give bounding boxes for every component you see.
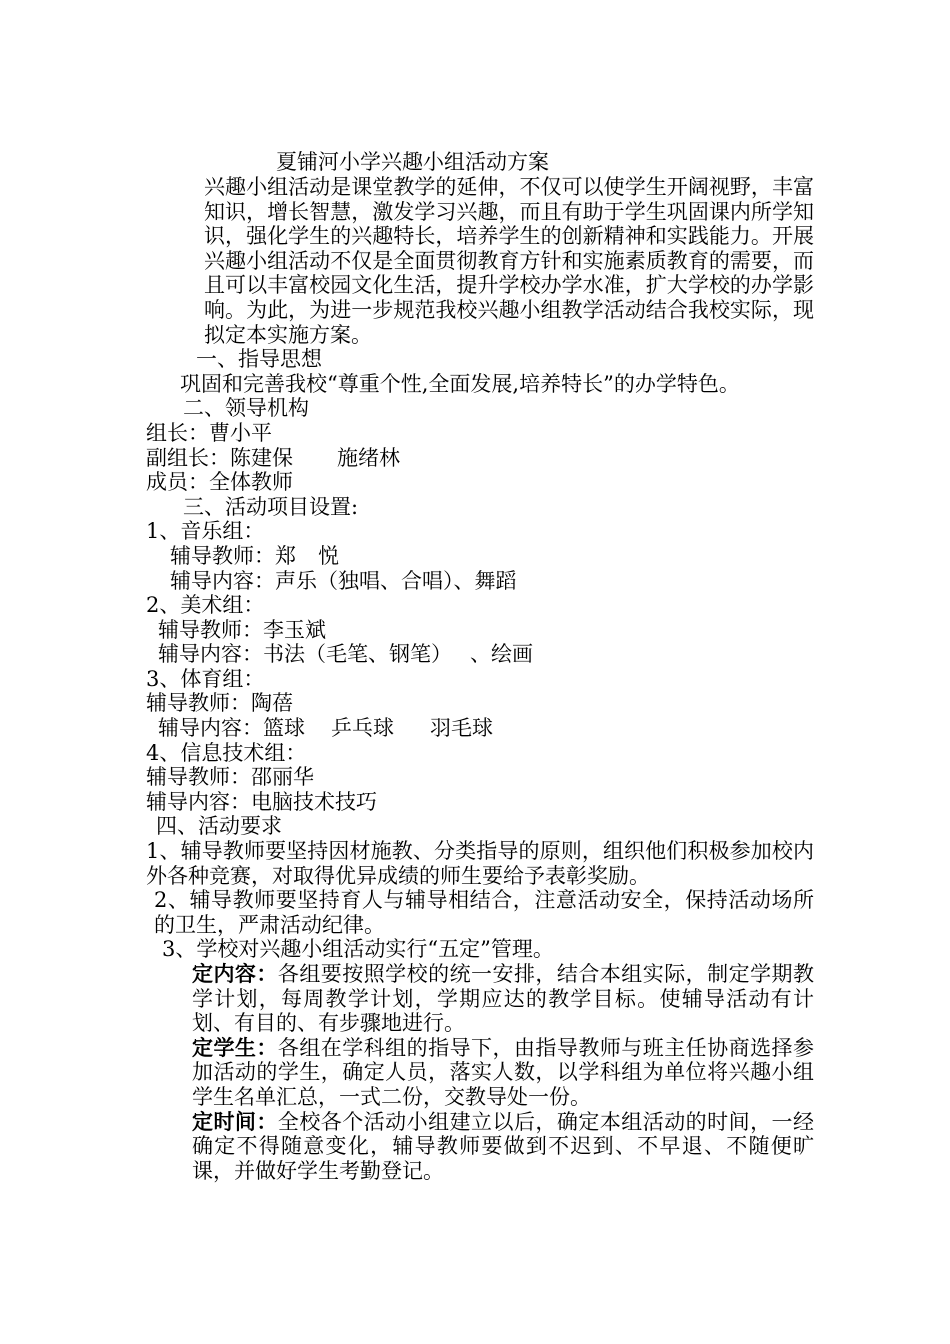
requirement-2: 2、辅导教师要坚持育人与辅导相结合，注意活动安全，保持活动场所的卫生，严肃活动纪律。 xyxy=(154,888,814,937)
intro-paragraph: 兴趣小组活动是课堂教学的延伸，不仅可以使学生开阔视野，丰富知识，增长智慧，激发学习兴趣，而且有助于学生巩固课内所学知识，强化学生的兴趣特长，培养学生的创新精神和实践能力。开展兴趣小组活动不仅是全面贯彻教育方针和实施素质教育的需要，而且可以丰富校园文化生活，提升学校办学水准，扩大学校的办学影响。为此，为进一步规范我校兴趣小组教学活动结合我校实际，现拟定本实施方案。 xyxy=(204,175,814,347)
members-line: 成员：全体教师 xyxy=(146,470,293,495)
group-4-name: 4、信息技术组： xyxy=(146,740,307,765)
group-2-teacher: 辅导教师：李玉斌 xyxy=(158,617,326,642)
group-3-content xyxy=(146,716,814,741)
group-3-content-text-2: 乒乓球 xyxy=(331,716,394,741)
requirement-3: 3、学校对兴趣小组活动实行“五定”管理。 xyxy=(162,937,554,962)
group-3-teacher: 辅导教师：陶蓓 xyxy=(146,691,293,716)
group-3-content-text: 辅导内容：篮球 xyxy=(158,716,305,741)
leader-line: 组长：曹小平 xyxy=(146,420,272,445)
rule-content-text: 各组要按照学校的统一安排，结合本组实际，制定学期教学计划，每周教学计划，学期应达的教学目标。使辅导活动有计划、有目的、有步骤地进行。 xyxy=(192,962,814,1036)
group-2-content xyxy=(146,642,814,667)
group-2-content-text: 辅导内容：书法（毛笔、钢笔） xyxy=(158,642,452,667)
document-title: 夏铺河小学兴趣小组活动方案 xyxy=(276,150,549,174)
rule-time-text: 全校各个活动小组建立以后，确定本组活动的时间，一经确定不得随意变化，辅导教师要做到不迟到、不早退、不随便旷课，并做好学生考勤登记。 xyxy=(192,1109,814,1183)
rule-students-label: 定学生： xyxy=(192,1034,278,1060)
requirement-1: 1、辅导教师要坚持因材施教、分类指导的原则，组织他们积极参加校内外各种竞赛，对取得优异成绩的师生要给予表彰奖励。 xyxy=(146,839,814,888)
section-1-heading: 一、指导思想 xyxy=(196,347,322,372)
group-3-name: 3、体育组： xyxy=(146,666,265,691)
section-2-heading: 二、领导机构 xyxy=(183,396,309,421)
group-2-name: 2、美术组： xyxy=(146,593,265,618)
rule-students xyxy=(146,1036,814,1110)
group-2-content-text-2: 、绘画 xyxy=(470,642,533,667)
group-1-teacher xyxy=(146,544,814,569)
rule-content xyxy=(146,962,814,1036)
group-3-content-text-3: 羽毛球 xyxy=(430,716,493,741)
group-4-teacher: 辅导教师：邵丽华 xyxy=(146,765,314,790)
section-4-heading: 四、活动要求 xyxy=(156,814,282,839)
deputy-line xyxy=(146,446,814,471)
group-1-teacher-text-2: 悦 xyxy=(318,543,339,568)
rule-time xyxy=(146,1110,814,1184)
deputy-leader-1: 副组长：陈建保 xyxy=(146,445,293,470)
group-1-teacher-text: 辅导教师：郑 xyxy=(170,543,296,568)
section-1-text: 巩固和完善我校“尊重个性,全面发展,培养特长”的办学特色。 xyxy=(180,371,740,396)
group-1-name: 1、音乐组： xyxy=(146,519,265,544)
rule-time-label: 定时间： xyxy=(192,1108,278,1134)
rule-content-label: 定内容： xyxy=(192,961,278,986)
group-4-content: 辅导内容：电脑技术技巧 xyxy=(146,789,377,814)
deputy-leader-2: 施绪林 xyxy=(337,445,400,470)
rule-students-text: 各组在学科组的指导下，由指导教师与班主任协商选择参加活动的学生，确定人员，落实人数，以学科组为单位将兴趣小组学生名单汇总，一式二份，交教导处一份。 xyxy=(192,1035,814,1109)
group-1-content: 辅导内容：声乐（独唱、合唱）、舞蹈 xyxy=(170,568,517,593)
section-3-heading: 三、活动项目设置: xyxy=(183,494,359,519)
document-body xyxy=(146,175,814,1183)
